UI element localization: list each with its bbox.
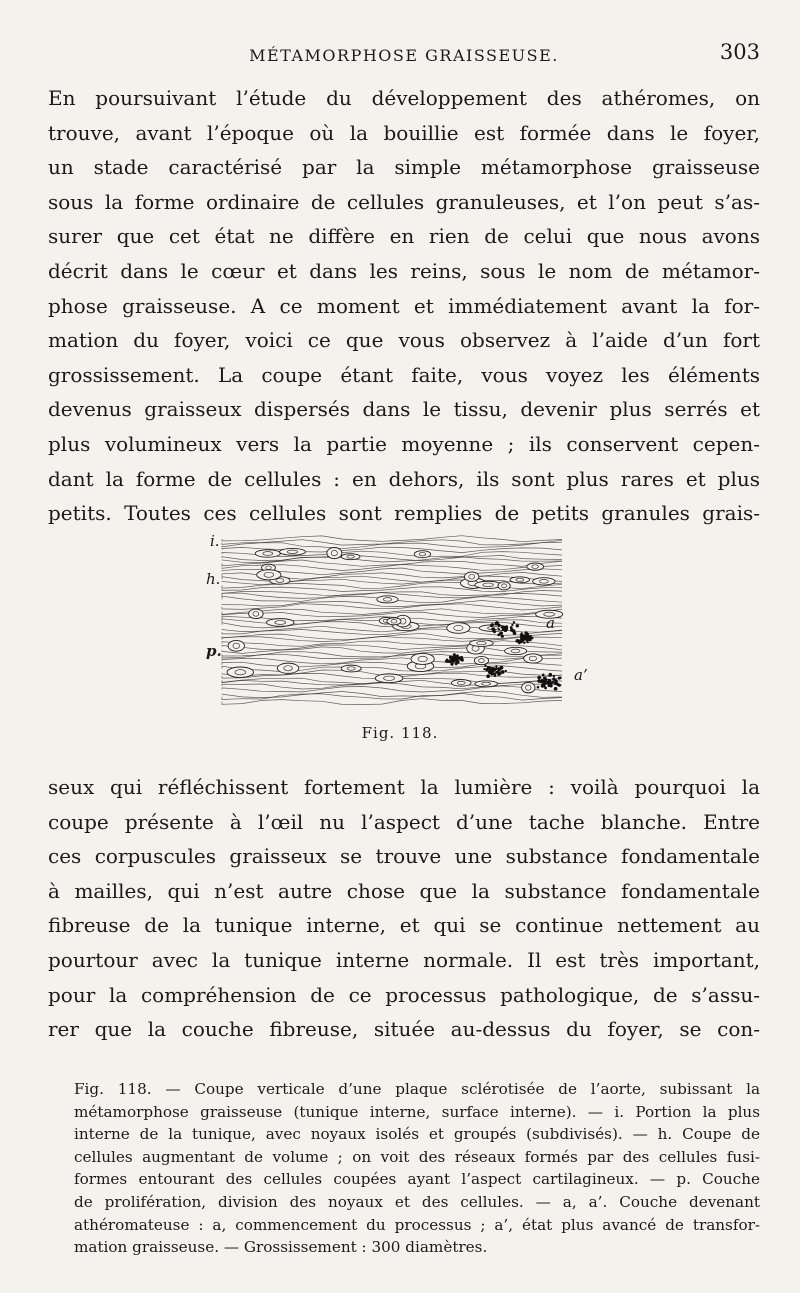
fibre-line xyxy=(222,683,562,689)
cell xyxy=(341,554,360,560)
text-line: pour la compréhension de ce processus pathologique, de s’assu- xyxy=(48,982,760,1007)
fat-granule xyxy=(495,665,497,667)
fat-granule xyxy=(529,636,532,639)
fat-granule xyxy=(542,682,546,686)
cell xyxy=(475,681,498,687)
fibre-line xyxy=(222,693,562,700)
fat-granule xyxy=(498,628,500,630)
fat-granule xyxy=(516,624,519,627)
fat-granule xyxy=(450,662,453,665)
cell xyxy=(255,550,280,557)
fat-granule xyxy=(537,676,541,680)
text-line: pourtour avec la tunique interne normale. Il est très important, xyxy=(48,947,760,972)
fat-granule xyxy=(483,668,485,670)
fat-granule xyxy=(504,628,508,632)
fat-granule xyxy=(493,630,496,633)
fat-granule xyxy=(551,681,554,684)
fat-granule xyxy=(491,628,494,631)
cell xyxy=(267,619,295,627)
cell xyxy=(465,572,479,581)
histology-drawing xyxy=(204,530,584,720)
fat-granule xyxy=(459,658,462,661)
cell xyxy=(533,578,555,585)
text-line: trouve, avant l’époque où la bouillie est formée dans le foyer, xyxy=(48,120,760,145)
fat-granule xyxy=(558,684,561,687)
text-line: petits. Toutes ces cellules sont remplies de petits granules grais- xyxy=(48,501,760,526)
fibre-line xyxy=(222,666,562,672)
fat-granule xyxy=(513,631,517,635)
text-line: fibreuse de la tunique interne, et qui se continue nettement au xyxy=(48,913,760,938)
figure-118-illustration xyxy=(204,530,588,720)
fat-granule xyxy=(525,638,529,642)
fat-granule xyxy=(523,636,525,638)
fat-granule xyxy=(537,686,540,689)
text-line: décrit dans le cœur et dans les reins, sous le nom de métamor- xyxy=(48,258,760,283)
fat-granule xyxy=(492,667,494,669)
fibre-line xyxy=(222,636,562,641)
fat-granule xyxy=(516,639,520,643)
fat-granule xyxy=(500,626,502,628)
cell xyxy=(228,640,244,651)
cell xyxy=(327,547,342,558)
text-line: mation graisseuse. — Grossissement : 300 diamètres. xyxy=(74,1238,488,1257)
cell xyxy=(475,581,502,588)
cell xyxy=(470,640,494,647)
fat-granule xyxy=(537,679,541,683)
text-line: rer que la couche fibreuse, située au-dessus du foyer, se con- xyxy=(48,1017,760,1042)
cell xyxy=(249,609,263,619)
text-line: métamorphose graisseuse (tunique interne, surface interne). — i. Portion la plus xyxy=(74,1102,760,1121)
text-line: phose graisseuse. A ce moment et immédiatement avant la for- xyxy=(48,293,760,318)
fat-granule xyxy=(542,674,545,677)
fat-granule xyxy=(445,660,447,662)
fat-granule xyxy=(495,622,498,625)
cell xyxy=(257,570,281,580)
fat-granule xyxy=(448,659,452,663)
body-paragraph-top xyxy=(48,81,760,531)
fibre-line xyxy=(222,587,562,592)
fat-granule xyxy=(552,678,555,681)
fibre-line xyxy=(222,557,562,563)
cell xyxy=(377,596,398,603)
fat-granule xyxy=(559,677,562,680)
fat-granule xyxy=(493,669,495,671)
text-line: interne de la tunique, avec noyaux isolés et groupés (subdivisés). — h. Coupe de xyxy=(74,1125,760,1144)
fat-granule xyxy=(505,670,507,672)
fat-granule xyxy=(455,655,458,658)
fat-granule xyxy=(452,659,455,662)
cell xyxy=(375,674,403,683)
fat-granule xyxy=(500,632,503,635)
fat-granule xyxy=(486,674,490,678)
text-line: formes entourant des cellules coupées ayant l’aspect cartilagineux. — p. Couche xyxy=(74,1170,760,1189)
fibre-line xyxy=(222,604,562,610)
fat-granule xyxy=(520,639,522,641)
figure-label-a-prime: a’ xyxy=(574,666,588,684)
cell xyxy=(279,548,305,555)
cell xyxy=(451,680,471,687)
fat-granule xyxy=(494,674,497,677)
fibre-line xyxy=(222,536,562,542)
fat-granule xyxy=(498,667,501,670)
text-line: cellules augmentant de volume ; on voit des réseaux formés par des cellules fusi- xyxy=(74,1147,760,1166)
cell xyxy=(524,654,542,663)
text-line: dant la forme de cellules : en dehors, ils sont plus rares et plus xyxy=(48,466,760,491)
cell xyxy=(414,551,430,558)
body-paragraph-bottom xyxy=(48,770,760,1047)
cell xyxy=(341,665,361,672)
fat-granule xyxy=(498,672,502,676)
text-line: coupe présente à l’œil nu l’aspect d’une tache blanche. Entre xyxy=(48,809,760,834)
cell xyxy=(447,623,470,634)
figure-label-i: i. xyxy=(210,532,220,550)
fat-granule xyxy=(554,682,557,685)
cell xyxy=(498,582,510,590)
fat-granule xyxy=(490,624,493,627)
fibre-line xyxy=(222,686,562,692)
fat-granule xyxy=(501,670,505,674)
fat-granule xyxy=(489,671,492,674)
fat-granule xyxy=(554,687,558,691)
fat-granule xyxy=(543,679,546,682)
running-header xyxy=(48,40,760,72)
cell xyxy=(474,656,488,664)
fibre-line xyxy=(222,612,562,618)
fat-granule xyxy=(520,632,523,635)
text-line: athéromateuse : a, commencement du processus ; a’, état plus avancé de transfor- xyxy=(74,1215,760,1234)
text-line: surer que cet état ne diffère en rien de celui que nous avons xyxy=(48,224,760,249)
running-title: MÉTAMORPHOSE GRAISSEUSE. xyxy=(249,46,559,65)
cell xyxy=(527,563,544,570)
page-number: 303 xyxy=(719,40,760,64)
text-line: sous la forme ordinaire de cellules granuleuses, et l’on peut s’as- xyxy=(48,189,760,214)
fibre-line xyxy=(222,699,562,705)
text-line: à mailles, qui n’est autre chose que la substance fondamentale xyxy=(48,878,760,903)
text-line: grossissement. La coupe étant faite, vous voyez les éléments xyxy=(48,362,760,387)
fat-granule xyxy=(510,626,513,629)
fat-granule xyxy=(511,624,513,626)
fat-granule xyxy=(553,675,555,677)
fat-granule xyxy=(524,631,527,634)
fat-granule xyxy=(513,621,515,623)
cell xyxy=(505,647,527,654)
text-line: devenus graisseux dispersés dans le tissu, devenir plus serrés et xyxy=(48,397,760,422)
cell xyxy=(387,618,401,625)
fibre-line xyxy=(222,591,562,596)
cell xyxy=(227,667,254,678)
cell xyxy=(411,653,434,664)
fat-granule xyxy=(548,680,551,683)
fat-granule xyxy=(489,668,492,671)
figure-number: Fig. 118. xyxy=(361,724,439,742)
fat-granule xyxy=(455,662,458,665)
fat-granule xyxy=(541,679,543,681)
fibre-line xyxy=(222,633,562,640)
fat-granule xyxy=(523,642,525,644)
fat-granule xyxy=(497,634,500,637)
figure-label-a: a xyxy=(546,614,555,632)
fat-granule xyxy=(549,684,552,687)
cell xyxy=(277,663,299,673)
text-line: seux qui réfléchissent fortement la lumière : voilà pourquoi la xyxy=(48,775,760,799)
text-line: de prolifération, division des noyaux et des cellules. — a, a’. Couche devenant xyxy=(74,1192,760,1211)
fat-granule xyxy=(548,673,552,677)
figure-caption xyxy=(74,1078,760,1259)
figure-label-p: p. xyxy=(206,642,222,660)
cell xyxy=(510,577,530,583)
text-line: ces corpuscules graisseux se trouve une substance fondamentale xyxy=(48,844,760,869)
fat-granule xyxy=(494,672,496,674)
text-line: plus volumineux vers la partie moyenne ; ils conservent cepen- xyxy=(48,431,760,456)
cell xyxy=(522,682,535,692)
figure-label-h: h. xyxy=(206,570,221,588)
text-line: Fig. 118. — Coupe verticale d’une plaque sclérotisée de l’aorte, subissant la xyxy=(74,1080,760,1098)
text-line: un stade caractérisé par la simple métamorphose graisseuse xyxy=(48,155,760,180)
fat-granule xyxy=(484,664,486,666)
text-line: En poursuivant l’étude du développement des athéromes, on xyxy=(48,86,760,110)
text-line: mation du foyer, voici ce que vous observez à l’aide d’un fort xyxy=(48,328,760,353)
